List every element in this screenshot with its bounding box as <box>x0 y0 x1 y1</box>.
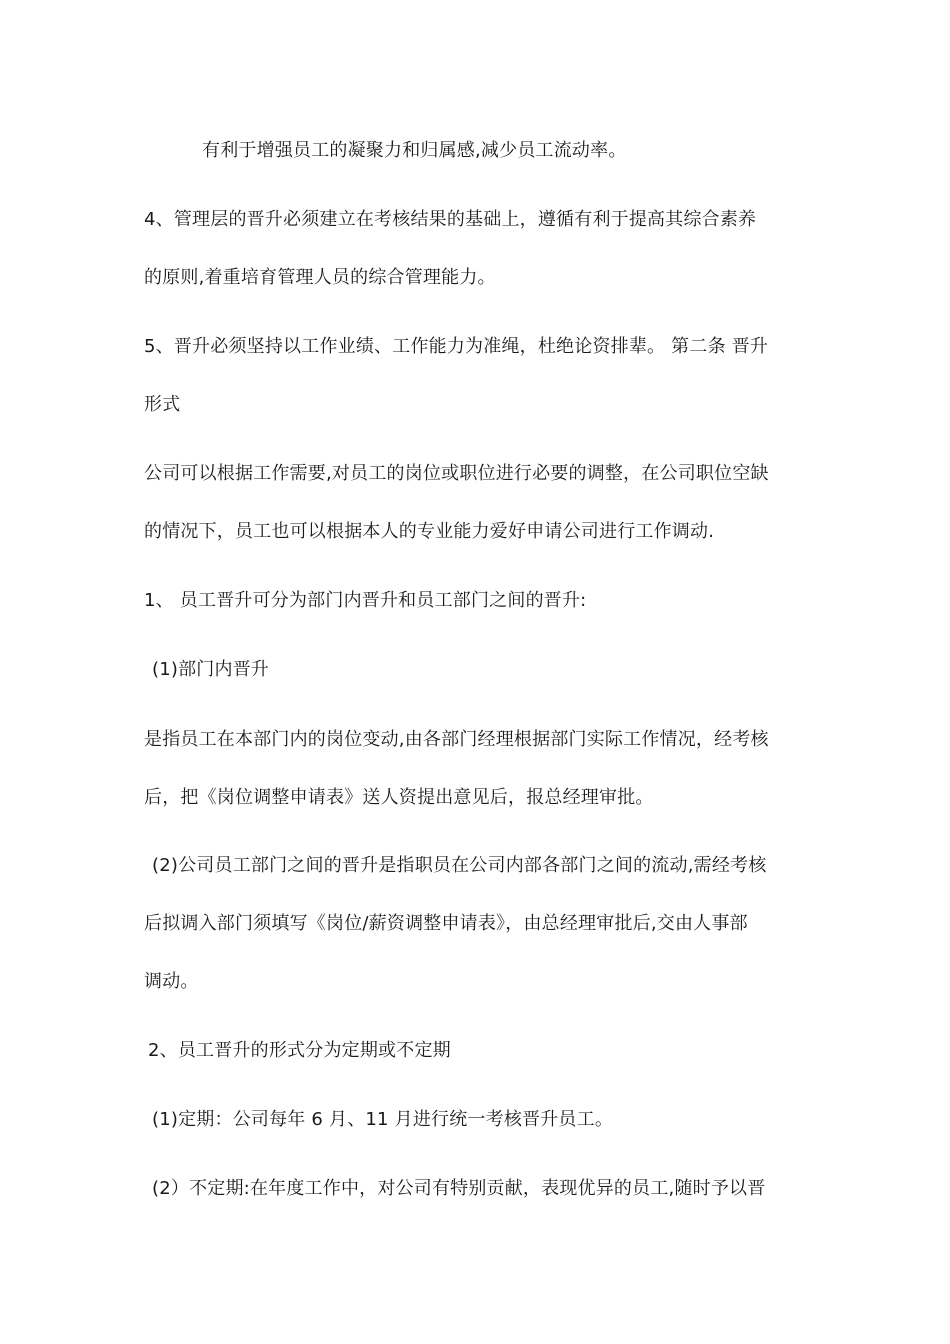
paragraph-line: 是指员工在本部门内的岗位变动,由各部门经理根据部门实际工作情况，经考核 <box>144 729 769 750</box>
paragraph-line: 1、 员工晋升可分为部门内晋升和员工部门之间的晋升: <box>144 590 587 611</box>
paragraph-line: (2)公司员工部门之间的晋升是指职员在公司内部各部门之间的流动,需经考核 <box>152 855 767 876</box>
paragraph-line: (1)部门内晋升 <box>152 659 270 680</box>
paragraph-line: 的情况下，员工也可以根据本人的专业能力爱好申请公司进行工作调动. <box>144 521 715 542</box>
paragraph-line: 有利于增强员工的凝聚力和归属感,减少员工流动率。 <box>202 140 627 161</box>
paragraph-line: 调动。 <box>144 971 199 992</box>
paragraph-line: (1)定期：公司每年 6 月、11 月进行统一考核晋升员工。 <box>152 1109 614 1130</box>
paragraph-line: 5、晋升必须坚持以工作业绩、工作能力为准绳，杜绝论资排辈。 第二条 晋升 <box>144 336 769 357</box>
paragraph-line: 后，把《岗位调整申请表》送人资提出意见后，报总经理审批。 <box>144 787 654 808</box>
paragraph-line: (2）不定期:在年度工作中，对公司有特别贡献，表现优异的员工,随时予以晋 <box>152 1178 766 1199</box>
paragraph-line: 2、员工晋升的形式分为定期或不定期 <box>148 1040 451 1061</box>
paragraph-line: 公司可以根据工作需要,对员工的岗位或职位进行必要的调整，在公司职位空缺 <box>144 463 769 484</box>
paragraph-line: 4、管理层的晋升必须建立在考核结果的基础上，遵循有利于提高其综合素养 <box>144 209 757 230</box>
paragraph-line: 后拟调入部门须填写《岗位/薪资调整申请表》，由总经理审批后,交由人事部 <box>144 913 748 934</box>
paragraph-line: 的原则,着重培育管理人员的综合管理能力。 <box>144 267 496 288</box>
paragraph-line: 形式 <box>144 394 181 415</box>
